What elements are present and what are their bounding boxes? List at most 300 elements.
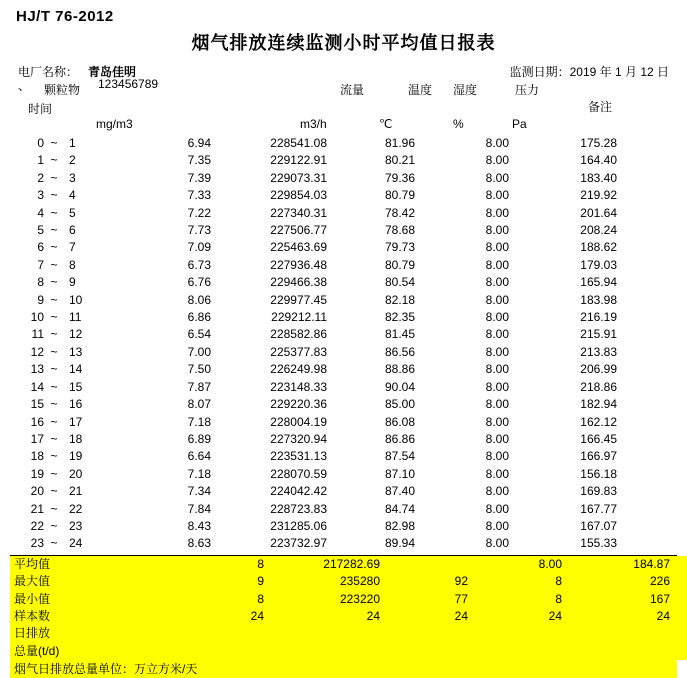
cell-remark: [647, 222, 677, 239]
cell-hour-from: 7: [37, 257, 44, 272]
cell-pressure: 167.77: [580, 501, 617, 516]
report-meta: [10, 55, 677, 117]
cell-remark: [647, 239, 677, 256]
cell-hour-to: 7: [69, 240, 76, 255]
summary-label: 平均值: [14, 556, 51, 571]
cell-pressure: 206.99: [580, 362, 617, 377]
cell-humidity: 8.00: [485, 536, 509, 551]
cell-humidity: 8.00: [485, 257, 509, 272]
table-row: [10, 187, 677, 204]
cell-particle: 7.35: [187, 153, 211, 168]
cell-hour-to: 9: [69, 275, 76, 290]
cell-hour-separator: ~: [50, 449, 58, 464]
cell-pressure: 183.98: [580, 292, 617, 307]
cell-pressure: 164.40: [580, 153, 617, 168]
cell-remark: [647, 170, 677, 187]
cell-flow: 228004.19: [270, 414, 327, 429]
table-row: [10, 448, 677, 465]
cell-hour-to: 16: [69, 397, 83, 412]
cell-remark: [647, 292, 677, 309]
hourly-data-table: [10, 135, 677, 553]
cell-hour-separator: ~: [50, 292, 58, 307]
cell-temperature: 87.40: [384, 484, 415, 499]
cell-particle: 8.43: [187, 518, 211, 533]
cell-pressure: 182.94: [580, 397, 617, 412]
cell-hour-from: 1: [37, 153, 44, 168]
unit-particle: mg/m3: [96, 117, 133, 131]
cell-hour-to: 14: [69, 362, 83, 377]
summary-section: [10, 555, 677, 678]
cell-humidity: 8.00: [485, 501, 509, 516]
cell-remark: [647, 187, 677, 204]
cell-hour-to: 6: [69, 223, 76, 238]
table-row: [10, 239, 677, 256]
cell-humidity: 8.00: [485, 275, 509, 290]
summary-label: 总量(t/d): [14, 643, 60, 658]
cell-hour-to: 11: [69, 310, 82, 325]
cell-hour-to: 12: [69, 327, 83, 342]
summary-pressure: [580, 625, 687, 642]
summary-temperature: 92: [454, 574, 468, 589]
cell-pressure: 165.94: [580, 275, 617, 290]
cell-hour-separator: ~: [50, 536, 58, 551]
cell-hour-from: 4: [37, 205, 44, 220]
cell-humidity: 8.00: [485, 223, 509, 238]
cell-remark: [647, 396, 677, 413]
cell-humidity: 8.00: [485, 153, 509, 168]
cell-temperature: 78.42: [384, 205, 415, 220]
table-row: [10, 501, 677, 518]
cell-flow: 229212.11: [271, 310, 327, 325]
table-row: [10, 205, 677, 222]
cell-particle: 7.18: [187, 466, 211, 481]
cell-humidity: 8.00: [485, 397, 509, 412]
table-row: [10, 379, 677, 396]
cell-remark: [647, 257, 677, 274]
cell-temperature: 80.54: [384, 275, 415, 290]
page-title: 烟气排放连续监测小时平均值日报表: [191, 33, 496, 53]
column-header-particle: 颗粒物: [44, 83, 81, 97]
cell-temperature: 88.86: [384, 362, 415, 377]
cell-particle: 7.73: [187, 223, 211, 238]
summary-particle: 24: [250, 608, 264, 623]
cell-humidity: 8.00: [485, 449, 509, 464]
cell-humidity: 8.00: [485, 205, 509, 220]
cell-pressure: 169.83: [580, 484, 617, 499]
cell-particle: 7.50: [187, 362, 211, 377]
cell-particle: 7.34: [187, 484, 211, 499]
cell-remark: [647, 274, 677, 291]
summary-particle: [104, 643, 270, 660]
cell-hour-from: 3: [37, 188, 44, 203]
cell-humidity: 8.00: [485, 379, 509, 394]
cell-temperature: 86.08: [384, 414, 415, 429]
summary-label: 样本数: [14, 608, 51, 623]
cell-hour-to: 13: [69, 344, 83, 359]
footnote: 烟气日排放总量单位：万立方米/天: [10, 660, 677, 678]
cell-flow: 225463.69: [270, 240, 327, 255]
cell-hour-to: 1: [69, 136, 76, 150]
cell-temperature: 81.45: [384, 327, 415, 342]
cell-hour-separator: ~: [50, 466, 58, 481]
column-header-time: 时间: [28, 102, 53, 116]
cell-pressure: 215.91: [580, 327, 617, 342]
cell-pressure: 156.18: [580, 466, 617, 481]
cell-hour-from: 14: [30, 379, 44, 394]
cell-particle: 7.00: [187, 344, 211, 359]
cell-hour-from: 2: [37, 170, 44, 185]
cell-temperature: 80.21: [384, 153, 415, 168]
cell-hour-to: 19: [69, 449, 83, 464]
cell-humidity: 8.00: [485, 466, 509, 481]
summary-table: [10, 556, 687, 660]
cell-humidity: 8.00: [485, 484, 509, 499]
summary-row: [10, 608, 687, 625]
table-row: [10, 309, 677, 326]
cell-remark: [647, 518, 677, 535]
cell-remark: [647, 309, 677, 326]
unit-temperature: ℃: [379, 117, 393, 131]
cell-particle: 7.18: [187, 414, 211, 429]
plant-name: 青岛佳明: [88, 65, 137, 79]
cell-pressure: 175.28: [580, 136, 617, 150]
summary-humidity: 8.00: [538, 556, 562, 571]
table-row: [10, 483, 677, 500]
cell-hour-from: 8: [37, 275, 44, 290]
unit-pressure: Pa: [512, 117, 527, 131]
cell-particle: 7.84: [187, 501, 211, 516]
cell-particle: 7.87: [187, 379, 211, 394]
summary-pressure: 167: [649, 591, 670, 606]
table-row: [10, 431, 677, 448]
summary-flow: 235280: [339, 574, 380, 589]
summary-particle: 8: [257, 556, 264, 571]
summary-label: 日排放: [14, 626, 51, 641]
table-row: [10, 222, 677, 239]
cell-hour-to: 21: [69, 484, 83, 499]
cell-flow: 229854.03: [270, 188, 327, 203]
summary-temperature: 77: [454, 591, 468, 606]
cell-flow: 227936.48: [270, 257, 327, 272]
plant-comma: 、: [18, 79, 31, 93]
cell-hour-to: 15: [69, 379, 83, 394]
cell-pressure: 188.62: [580, 240, 617, 255]
cell-particle: 6.94: [187, 136, 211, 150]
cell-hour-to: 24: [69, 536, 83, 551]
cell-hour-separator: ~: [50, 136, 58, 150]
cell-flow: 226249.98: [270, 362, 327, 377]
cell-hour-separator: ~: [50, 414, 58, 429]
summary-humidity: [482, 625, 580, 642]
column-header-temperature: 温度: [408, 83, 433, 97]
cell-flow: 229073.31: [270, 170, 327, 185]
table-row: [10, 170, 677, 187]
cell-temperature: 79.73: [384, 240, 415, 255]
unit-row: [10, 117, 677, 135]
cell-hour-from: 0: [37, 136, 44, 150]
cell-particle: 8.63: [187, 536, 211, 551]
cell-flow: 229122.91: [270, 153, 327, 168]
cell-pressure: 166.45: [580, 431, 617, 446]
cell-flow: 228070.59: [270, 466, 327, 481]
cell-remark: [647, 414, 677, 431]
cell-remark: [647, 379, 677, 396]
table-row: [10, 518, 677, 535]
cell-pressure: 167.07: [580, 518, 617, 533]
cell-particle: 6.54: [187, 327, 211, 342]
summary-flow: 223220: [339, 591, 380, 606]
cell-humidity: 8.00: [485, 188, 509, 203]
table-row: [10, 414, 677, 431]
cell-flow: 228582.86: [270, 327, 327, 342]
summary-pressure: 24: [656, 608, 670, 623]
cell-temperature: 87.54: [384, 449, 415, 464]
cell-flow: 223531.13: [270, 449, 327, 464]
cell-particle: 6.76: [187, 275, 211, 290]
cell-hour-from: 5: [37, 223, 44, 238]
cell-remark: [647, 361, 677, 378]
plant-label: 电厂名称：: [18, 65, 79, 79]
cell-hour-separator: ~: [50, 257, 58, 272]
cell-hour-from: 22: [30, 518, 44, 533]
cell-humidity: 8.00: [485, 292, 509, 307]
cell-flow: 231285.06: [270, 518, 327, 533]
cell-temperature: 82.18: [384, 292, 415, 307]
cell-particle: 7.33: [187, 188, 211, 203]
cell-particle: 7.22: [187, 205, 211, 220]
summary-flow: 24: [366, 608, 380, 623]
table-row: [10, 535, 677, 552]
cell-humidity: 8.00: [485, 136, 509, 150]
summary-row: [10, 556, 687, 573]
column-header-humidity: 湿度: [453, 83, 478, 97]
cell-hour-from: 10: [30, 310, 44, 325]
column-header-flow: 流量: [340, 83, 365, 97]
cell-particle: 6.64: [187, 449, 211, 464]
summary-flow: [270, 643, 388, 660]
cell-particle: 7.39: [187, 170, 211, 185]
cell-hour-from: 21: [30, 501, 44, 516]
summary-humidity: 24: [548, 608, 562, 623]
cell-pressure: 219.92: [580, 188, 617, 203]
monitor-date: 监测日期：2019 年 1 月 12 日: [509, 65, 669, 79]
cell-remark: [647, 431, 677, 448]
cell-hour-from: 18: [30, 449, 44, 464]
cell-hour-separator: ~: [50, 501, 58, 516]
cell-pressure: 216.19: [580, 310, 617, 325]
summary-humidity: 8: [555, 574, 562, 589]
cell-hour-from: 11: [31, 327, 44, 342]
cell-pressure: 162.12: [580, 414, 617, 429]
table-row: [10, 344, 677, 361]
cell-humidity: 8.00: [485, 240, 509, 255]
cell-flow: 227320.94: [270, 431, 327, 446]
summary-temperature: 24: [454, 608, 468, 623]
cell-remark: [647, 483, 677, 500]
cell-humidity: 8.00: [485, 170, 509, 185]
cell-flow: 229466.38: [270, 275, 327, 290]
cell-remark: [647, 205, 677, 222]
table-row: [10, 292, 677, 309]
cell-temperature: 80.79: [384, 257, 415, 272]
summary-humidity: [482, 643, 580, 660]
cell-flow: 228541.08: [270, 136, 327, 150]
column-header-remark: 备注: [588, 100, 613, 114]
summary-temperature: [388, 625, 482, 642]
summary-body: [10, 556, 687, 660]
table-row: [10, 466, 677, 483]
cell-hour-separator: ~: [50, 205, 58, 220]
cell-hour-to: 22: [69, 501, 83, 516]
cell-flow: 225377.83: [270, 344, 327, 359]
cell-temperature: 89.94: [384, 536, 415, 551]
cell-flow: 229220.36: [270, 397, 327, 412]
unit-flow: m3/h: [300, 117, 327, 131]
hourly-data-body: [10, 135, 677, 553]
cell-particle: 6.89: [187, 431, 211, 446]
cell-pressure: 218.86: [580, 379, 617, 394]
cell-hour-separator: ~: [50, 153, 58, 168]
cell-humidity: 8.00: [485, 327, 509, 342]
summary-particle: 8: [257, 591, 264, 606]
cell-hour-separator: ~: [50, 484, 58, 499]
cell-hour-separator: ~: [50, 327, 58, 342]
summary-row: [10, 643, 687, 660]
summary-row: [10, 573, 687, 590]
cell-hour-separator: ~: [50, 518, 58, 533]
cell-hour-from: 19: [30, 466, 44, 481]
summary-particle: [104, 625, 270, 642]
cell-hour-from: 20: [30, 484, 44, 499]
cell-remark: [647, 535, 677, 552]
cell-remark: [647, 152, 677, 169]
cell-hour-from: 12: [30, 344, 44, 359]
summary-temperature: [388, 643, 482, 660]
cell-hour-to: 8: [69, 257, 76, 272]
cell-humidity: 8.00: [485, 344, 509, 359]
cell-hour-separator: ~: [50, 362, 58, 377]
summary-label: 最大值: [14, 574, 51, 589]
cell-temperature: 90.04: [384, 379, 415, 394]
summary-flow: 217282.69: [323, 556, 380, 571]
cell-hour-from: 15: [30, 397, 44, 412]
cell-humidity: 8.00: [485, 310, 509, 325]
table-row: [10, 152, 677, 169]
cell-flow: 228723.83: [270, 501, 327, 516]
cell-hour-separator: ~: [50, 275, 58, 290]
cell-remark: [647, 326, 677, 343]
cell-pressure: 201.64: [580, 205, 617, 220]
summary-pressure: 184.87: [633, 556, 670, 571]
cell-temperature: 80.79: [384, 188, 415, 203]
plant-code: 123456789: [98, 77, 159, 91]
cell-hour-to: 5: [69, 205, 76, 220]
cell-temperature: 86.86: [384, 431, 415, 446]
cell-temperature: 85.00: [384, 397, 415, 412]
cell-humidity: 8.00: [485, 362, 509, 377]
cell-hour-to: 4: [69, 188, 76, 203]
cell-humidity: 8.00: [485, 414, 509, 429]
cell-pressure: 208.24: [580, 223, 617, 238]
cell-temperature: 84.74: [384, 501, 415, 516]
cell-remark: [647, 448, 677, 465]
table-row: [10, 135, 677, 152]
summary-label: 最小值: [14, 591, 51, 606]
cell-remark: [647, 135, 677, 152]
cell-pressure: 166.97: [580, 449, 617, 464]
cell-flow: 227340.31: [270, 205, 327, 220]
cell-remark: [647, 344, 677, 361]
cell-particle: 6.73: [187, 257, 211, 272]
cell-pressure: 155.33: [580, 536, 617, 551]
cell-temperature: 82.35: [384, 310, 415, 325]
cell-pressure: 179.03: [580, 257, 617, 272]
cell-hour-separator: ~: [50, 379, 58, 394]
cell-hour-separator: ~: [50, 431, 58, 446]
cell-particle: 8.06: [187, 292, 211, 307]
cell-particle: 8.07: [187, 397, 211, 412]
summary-temperature: [388, 556, 482, 573]
cell-temperature: 78.68: [384, 223, 415, 238]
table-row: [10, 274, 677, 291]
cell-temperature: 86.56: [384, 344, 415, 359]
cell-hour-to: 23: [69, 518, 83, 533]
cell-flow: 223732.97: [270, 536, 327, 551]
cell-hour-separator: ~: [50, 310, 58, 325]
cell-hour-to: 20: [69, 466, 83, 481]
column-header-pressure: 压力: [515, 83, 540, 97]
summary-row: [10, 625, 687, 642]
cell-temperature: 81.96: [384, 136, 415, 150]
standard-code: HJ/T 76-2012: [16, 8, 114, 25]
cell-hour-to: 18: [69, 431, 83, 446]
cell-temperature: 87.10: [384, 466, 415, 481]
cell-pressure: 213.83: [580, 344, 617, 359]
summary-flow: [270, 625, 388, 642]
cell-humidity: 8.00: [485, 518, 509, 533]
cell-remark: [647, 501, 677, 518]
cell-hour-from: 17: [30, 431, 44, 446]
table-row: [10, 361, 677, 378]
cell-hour-to: 17: [69, 414, 83, 429]
cell-hour-to: 10: [69, 292, 83, 307]
cell-hour-from: 23: [30, 536, 44, 551]
cell-flow: 223148.33: [270, 379, 327, 394]
cell-temperature: 82.98: [384, 518, 415, 533]
cell-temperature: 79.36: [384, 170, 415, 185]
cell-humidity: 8.00: [485, 431, 509, 446]
cell-hour-from: 6: [37, 240, 44, 255]
summary-pressure: 226: [649, 574, 670, 589]
cell-particle: 6.86: [187, 310, 211, 325]
cell-flow: 229977.45: [270, 292, 327, 307]
cell-hour-from: 9: [37, 292, 44, 307]
cell-hour-separator: ~: [50, 397, 58, 412]
table-row: [10, 257, 677, 274]
summary-row: [10, 591, 687, 608]
table-row: [10, 326, 677, 343]
cell-hour-from: 13: [30, 362, 44, 377]
cell-pressure: 183.40: [580, 170, 617, 185]
cell-remark: [647, 466, 677, 483]
cell-hour-separator: ~: [50, 188, 58, 203]
cell-hour-to: 2: [69, 153, 76, 168]
cell-flow: 224042.42: [270, 484, 327, 499]
cell-hour-to: 3: [69, 170, 76, 185]
summary-pressure: [580, 643, 687, 660]
cell-flow: 227506.77: [270, 223, 327, 238]
table-row: [10, 396, 677, 413]
